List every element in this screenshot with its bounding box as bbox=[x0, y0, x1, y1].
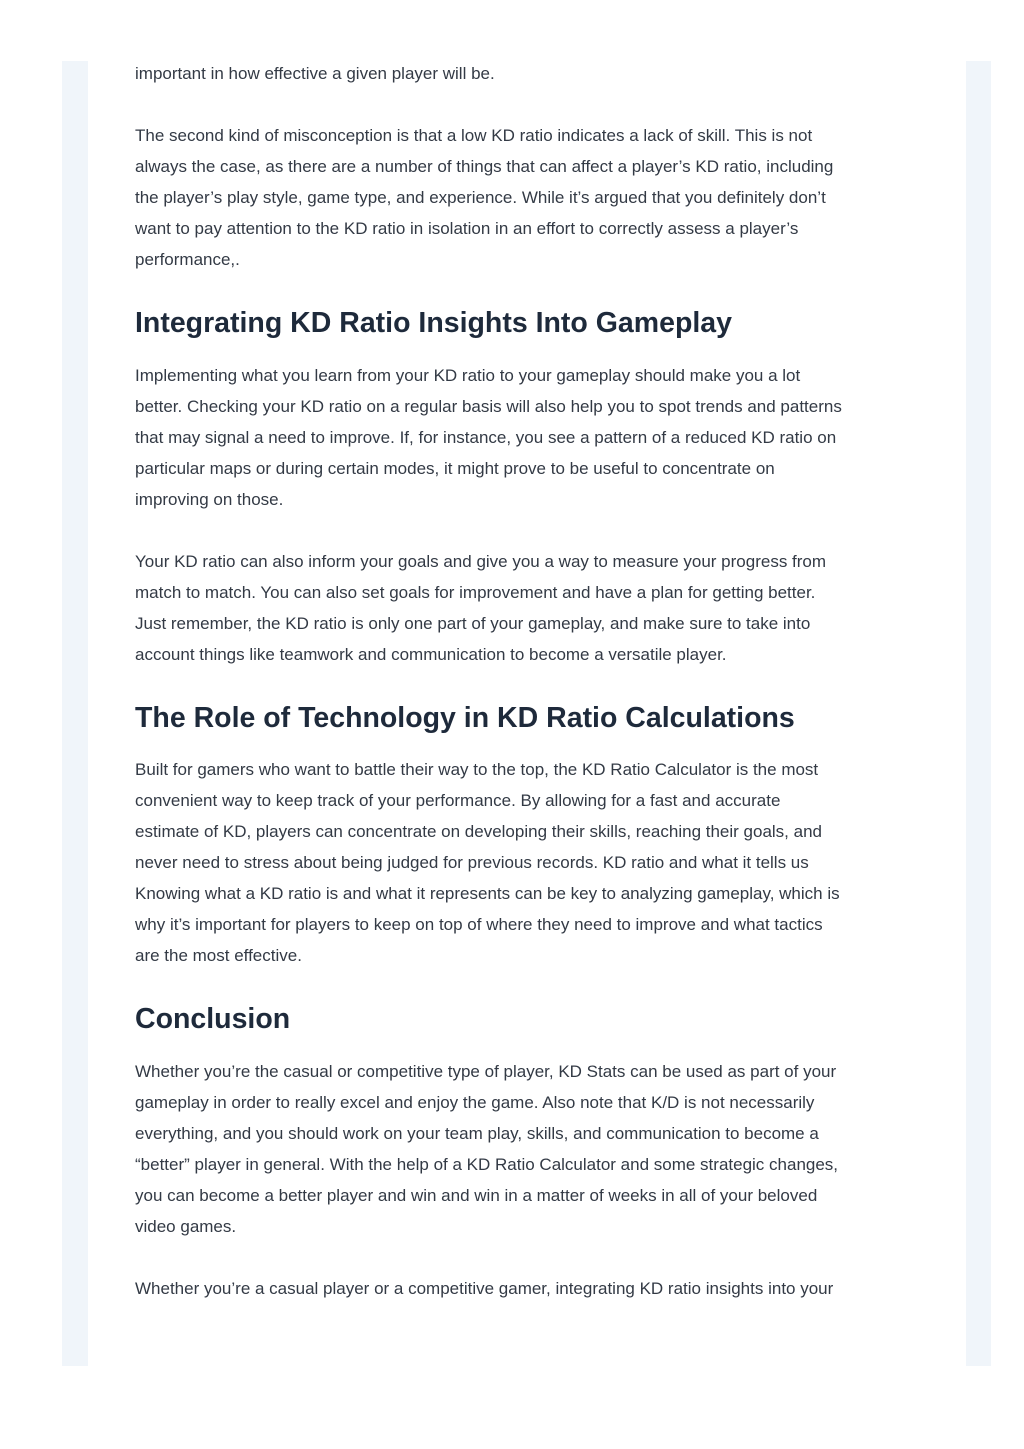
paragraph-conclusion: Whether you’re the casual or competitive type of player, KD Stats can be used as part of your gameplay in order to really excel and enjoy the game. Also note that K/D is not necessarily everything, and you should work on your team play, skills, and communication to become a “better” player in general. With the help of a KD Ratio Calculator and some strategic changes, you can become a better player and win and win in a matter of weeks in all of your beloved video games. bbox=[135, 1062, 839, 1236]
paragraph-misconception: The second kind of misconception is that a low KD ratio indicates a lack of skill. This is not always the case, as there are a number of things that can affect a player’s KD ratio, including the player’s play style, game type, and experience. While it’s argued that you definitely don’t want to pay attention to the KD ratio in isolation in an effort to correctly assess a player’s performance,. bbox=[135, 126, 834, 269]
left-margin-panel bbox=[62, 61, 88, 1366]
paragraph-calculator: Built for gamers who want to battle their way to the top, the KD Ratio Calculator is the most convenient way to keep track of your performance. By allowing for a fast and accurate estimate of KD, players can concentrate on developing their skills, reaching their goals, and never need to stress about being judged for previous records. KD ratio and what it tells us Knowing what a KD ratio is and what it represents can be key to analyzing gameplay, which is why it’s important for players to keep on top of where they need to improve and what tactics are the most effective. bbox=[135, 760, 840, 965]
article-body bbox=[135, 58, 935, 1335]
heading-conclusion: Conclusion bbox=[135, 1003, 291, 1035]
paragraph-effectiveness: important in how effective a given player will be. bbox=[135, 64, 495, 83]
paragraph-implementing: Implementing what you learn from your KD ratio to your gameplay should make you a lot better. Checking your KD ratio on a regular basis will also help you to spot trends and patterns that may signal a need to improve. If, for instance, you see a pattern of a reduced KD ratio on particular maps or during certain modes, it might prove to be useful to concentrate on improving on those. bbox=[135, 366, 842, 509]
heading-integrating-insights: Integrating KD Ratio Insights Into Gameplay bbox=[135, 307, 732, 339]
heading-role-of-technology: The Role of Technology in KD Ratio Calculations bbox=[135, 702, 795, 734]
paragraph-goals: Your KD ratio can also inform your goals and give you a way to measure your progress from match to match. You can also set goals for improvement and have a plan for getting better. Just remember, the KD ratio is only one part of your gameplay, and make sure to take into account things like teamwork and communication to become a versatile player. bbox=[135, 552, 827, 664]
paragraph-final: Whether you’re a casual player or a competitive gamer, integrating KD ratio insights into your bbox=[135, 1279, 834, 1298]
right-margin-panel bbox=[966, 61, 991, 1366]
